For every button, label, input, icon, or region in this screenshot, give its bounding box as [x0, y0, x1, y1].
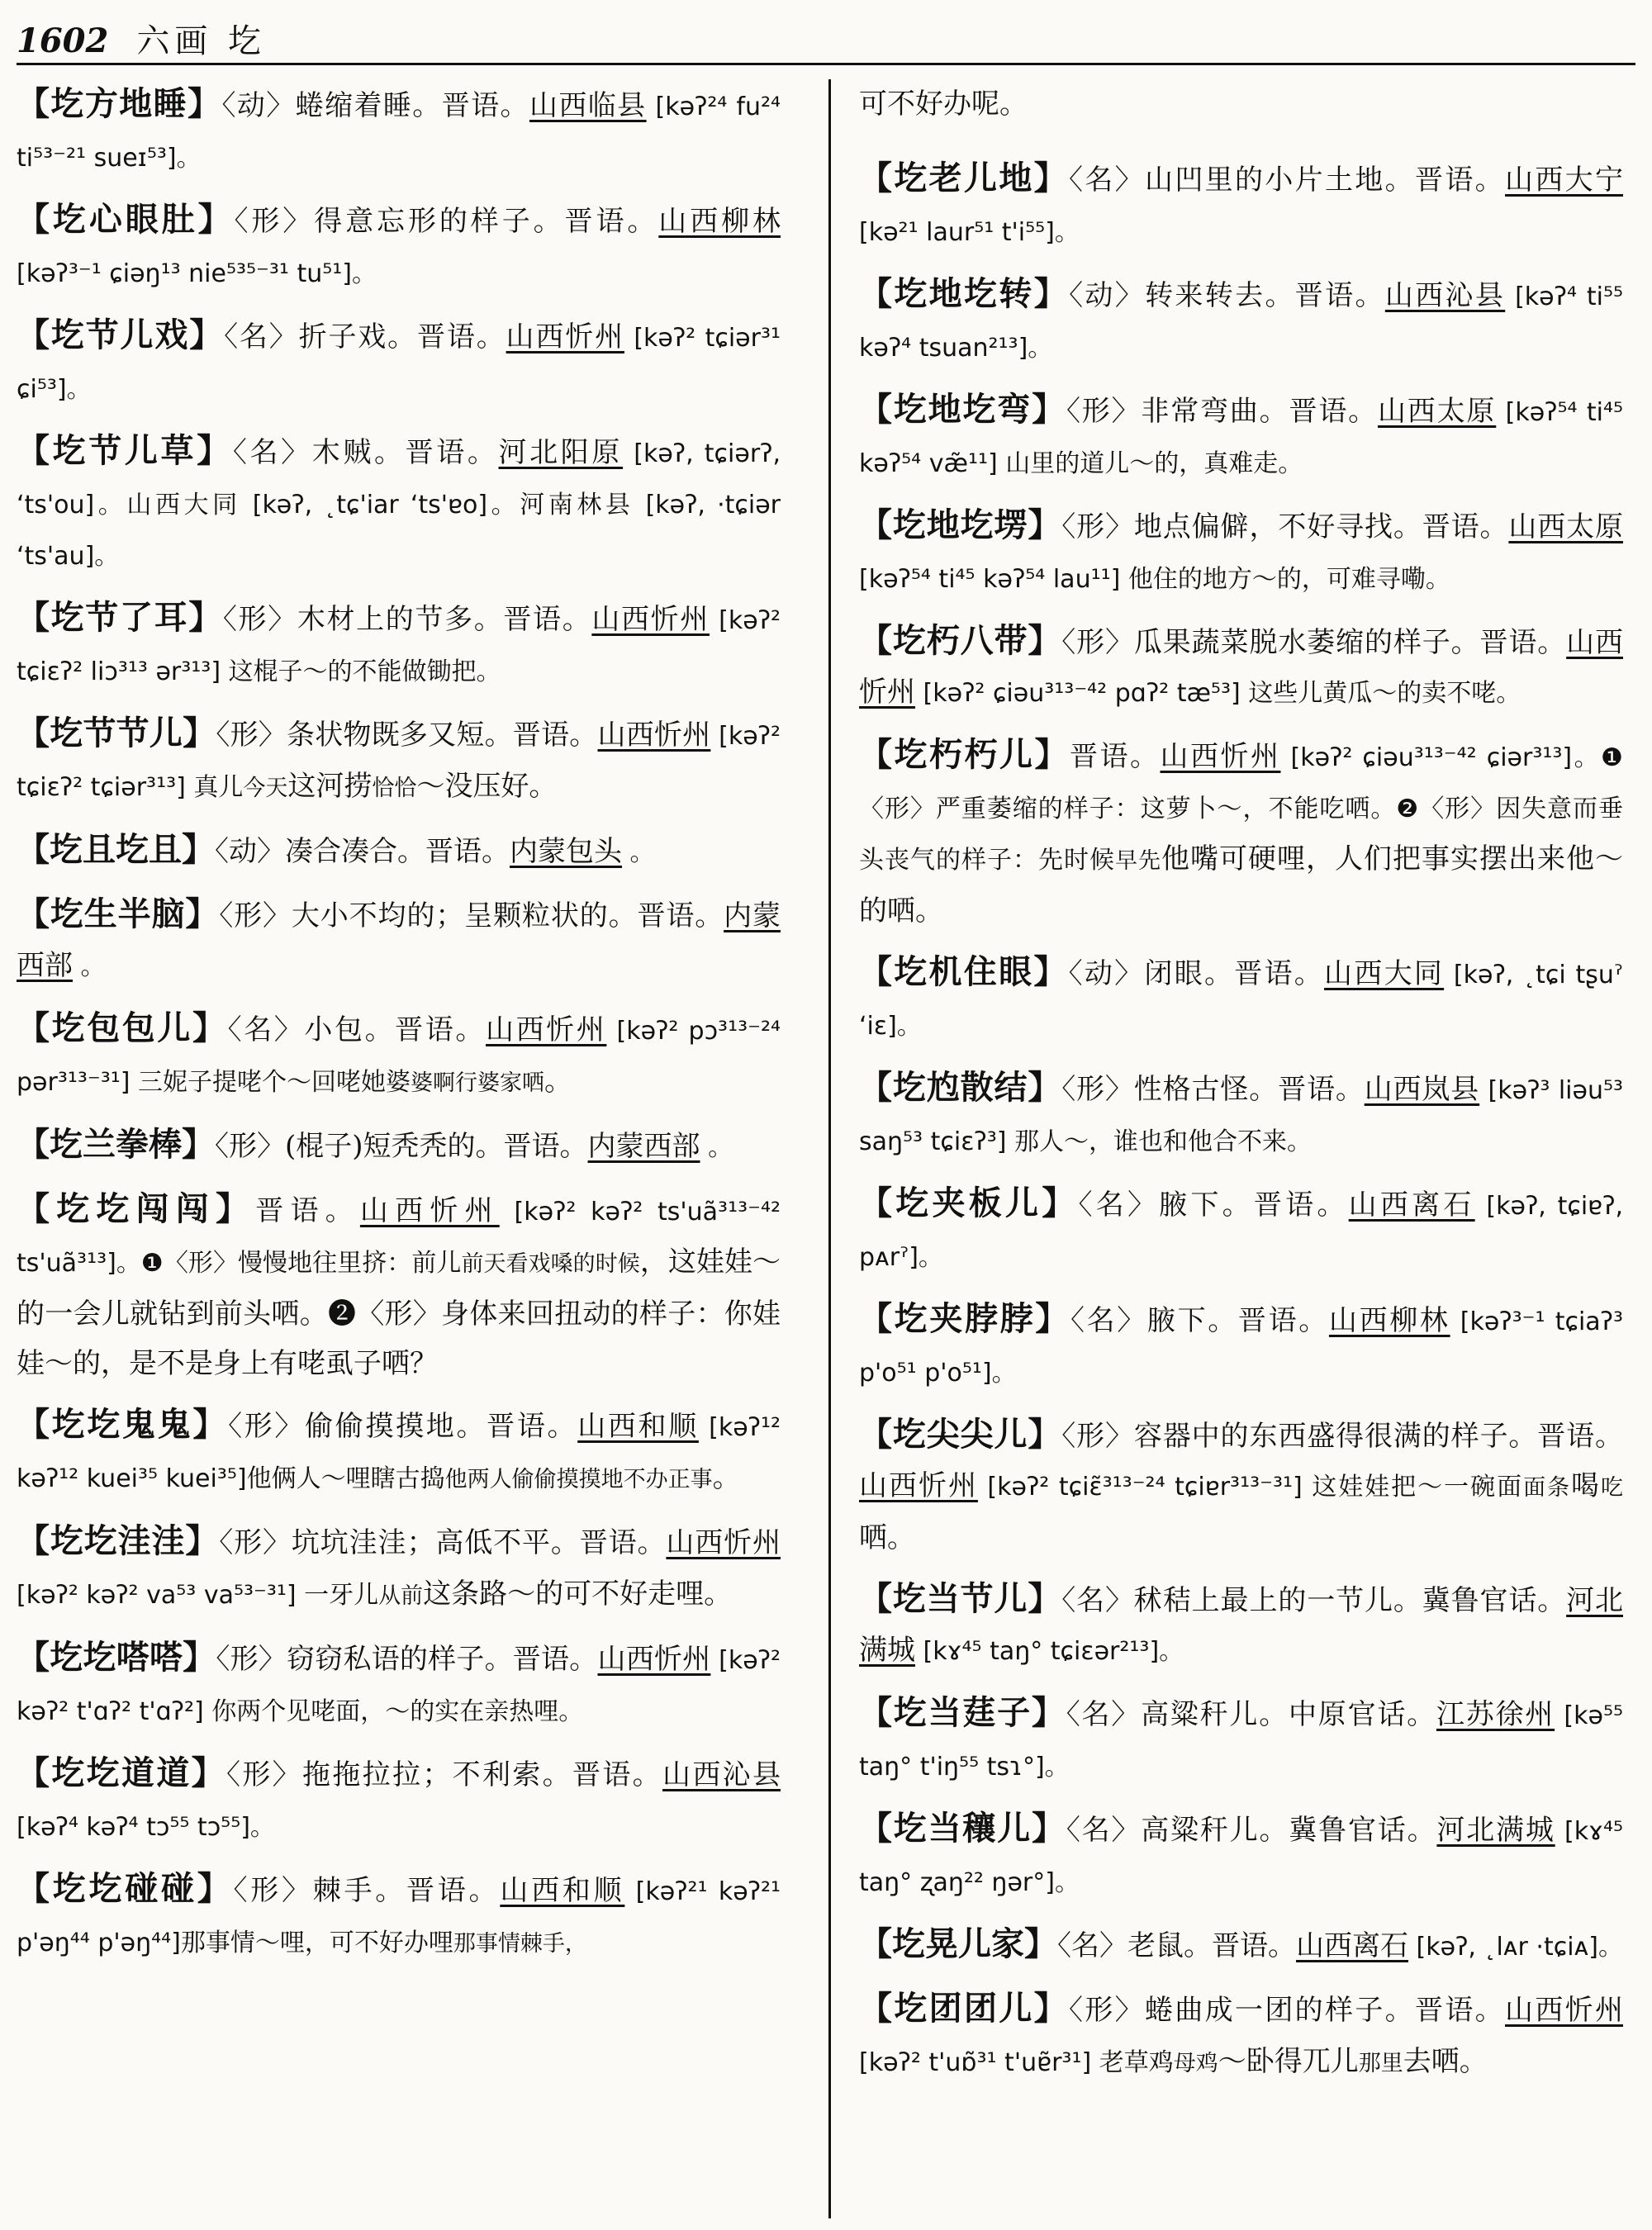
entry-text: 。 — [544, 1065, 573, 1098]
entry-definition: 〈形〉偷偷摸摸地。晋语。 — [228, 1410, 578, 1443]
entry-definition: 〈名〉折子戏。晋语。 — [224, 320, 506, 353]
entry-headword: 【圪节儿戏】 — [17, 316, 225, 354]
entry-location: 江苏徐州 — [1436, 1698, 1555, 1731]
entry-gloss: 婆啊行婆家哂 — [411, 1070, 545, 1096]
entry-headword: 【圪尥散结】 — [859, 1068, 1062, 1107]
dictionary-entry — [859, 1804, 1623, 1908]
entry-headword: 【圪圪嗒嗒】 — [17, 1638, 216, 1677]
entry-location: 山西忻州 — [506, 320, 624, 353]
entry-pronunciation: [kɤ⁴⁵ taŋ° tɕiɛər²¹³]。 — [915, 1637, 1184, 1666]
entry-definition: 〈名〉高粱秆儿。中原官话。 — [1066, 1698, 1436, 1731]
entry-headword: 【圪当穰儿】 — [859, 1809, 1066, 1848]
entry-pronunciation: [kəʔ² ɕiəu³¹³⁻⁴² ɕiər³¹³]。❶〈形〉严重萎缩的样子：这萝卜～，不能吃哂。❷〈形〉因失意而垂头丧气的样子：先时候 — [859, 743, 1624, 875]
entry-headword: 【圪节了耳】 — [17, 598, 223, 637]
entry-pronunciation: [kə²¹ laur⁵¹ t'i⁵⁵]。 — [859, 218, 1080, 247]
entry-headword: 【圪朽八带】 — [859, 621, 1062, 660]
dictionary-entry — [17, 1864, 781, 1969]
entry-pronunciation: [kəʔ² pɔ³¹³⁻²⁴ pər³¹³⁻³¹] 三妮子提咾个～回咾她婆 — [17, 1017, 781, 1097]
dictionary-entry — [17, 311, 781, 415]
entry-headword: 【圪圪洼洼】 — [17, 1521, 220, 1560]
dictionary-entry — [17, 195, 781, 299]
entry-pronunciation: 。 — [622, 838, 655, 867]
entry-location: 内蒙包头 — [510, 835, 622, 868]
dictionary-entry — [859, 1688, 1623, 1792]
entry-definition: 〈形〉木材上的节多。晋语。 — [222, 603, 592, 636]
entry-text: ～卧得兀儿 — [1218, 2045, 1359, 2078]
entry-location: 山西太原 — [1508, 510, 1624, 543]
entry-location: 山西太原 — [1377, 395, 1497, 428]
entry-location: 山西忻州 — [1160, 740, 1281, 773]
entry-location: 河北满城 — [1436, 1814, 1555, 1847]
entry-location: 内蒙西部 — [17, 899, 781, 982]
entry-location: 河北阳原 — [498, 436, 624, 469]
entry-headword: 【圪方地睡】 — [17, 84, 222, 123]
entry-pronunciation: [kɤ⁴⁵ taŋ° ʐaŋ²² ŋər°]。 — [859, 1817, 1624, 1897]
entry-definition: 〈形〉条状物既多又短。晋语。 — [216, 719, 598, 752]
entry-location: 山西忻州 — [859, 626, 1624, 709]
dictionary-entry — [859, 1179, 1623, 1283]
entry-definition: 晋语。 — [1069, 740, 1161, 773]
dictionary-entry — [17, 890, 781, 992]
dictionary-entry — [859, 1574, 1623, 1677]
entry-definition: 〈形〉窃窃私语的样子。晋语。 — [216, 1643, 598, 1676]
dictionary-entry — [17, 593, 781, 697]
entry-definition: 〈形〉棘手。晋语。 — [233, 1874, 501, 1907]
page-number: 1602 — [17, 21, 109, 60]
entry-headword: 【圪机住眼】 — [859, 952, 1069, 991]
entry-definition: 〈名〉腋下。晋语。 — [1078, 1189, 1349, 1222]
entry-pronunciation: [kəʔ⁴ ti⁵⁵ kəʔ⁴ tsuan²¹³]。 — [859, 282, 1623, 363]
dictionary-entry — [17, 79, 781, 183]
dictionary-entry — [859, 616, 1623, 719]
entry-location: 山西大宁 — [1505, 164, 1623, 197]
dictionary-entry — [859, 1410, 1623, 1563]
entry-definition: 〈形〉瓜果蔬菜脱水萎缩的样子。晋语。 — [1061, 626, 1567, 659]
entry-headword: 【圪尖尖儿】 — [859, 1415, 1062, 1454]
entry-definition: 晋语。 — [255, 1194, 360, 1227]
entry-location: 山西忻州 — [359, 1194, 500, 1227]
column-divider — [828, 79, 831, 2218]
dictionary-entry — [859, 385, 1623, 489]
entry-pronunciation: [kəʔ⁵⁴ ti⁴⁵ kəʔ⁵⁴ lau¹¹] 他住的地方～的，可难寻嘞。 — [859, 565, 1450, 594]
entry-location: 河北满城 — [859, 1584, 1624, 1667]
entry-location: 山西忻州 — [597, 719, 711, 752]
dictionary-entry — [17, 1120, 781, 1173]
dictionary-entry — [17, 709, 781, 814]
entry-pronunciation: [kəʔ² kəʔ² va⁵³ va⁵³⁻³¹] 一牙儿 — [17, 1581, 379, 1610]
entry-pronunciation: [kəʔ¹² kəʔ¹² kuei³⁵ kuei³⁵]他俩人～哩瞎古捣 — [17, 1413, 781, 1493]
entry-headword: 【圪圪闯闯】 — [17, 1189, 256, 1228]
entry-pronunciation: [kəʔ³⁻¹ ɕiəŋ¹³ nie⁵³⁵⁻³¹ tu⁵¹]。 — [17, 259, 377, 288]
dictionary-entry — [17, 1748, 781, 1853]
dictionary-entry — [859, 154, 1623, 258]
entry-definition: 〈形〉大小不均的；呈颗粒状的。晋语。 — [219, 899, 724, 932]
entry-headword: 【圪心眼肚】 — [17, 200, 235, 239]
entry-gloss: 今天 — [243, 776, 288, 801]
entry-pronunciation: [kəʔ, tɕiɐʔ, pᴀrˀ]。 — [859, 1192, 1624, 1272]
entry-pronunciation: [kəʔ² tɕiɛ̃³¹³⁻²⁴ tɕiɐr³¹³⁻³¹] 这娃娃把～一碗面 — [977, 1473, 1524, 1502]
entry-pronunciation: [kəʔ³⁻¹ tɕiaʔ³ p'o⁵¹ p'o⁵¹]。 — [859, 1307, 1624, 1388]
dictionary-entry — [17, 825, 781, 878]
entry-location: 山西忻州 — [591, 603, 710, 636]
entry-location: 山西柳林 — [1328, 1304, 1450, 1337]
entry-definition: 〈名〉高粱秆儿。冀鲁官话。 — [1066, 1814, 1437, 1847]
entry-text: 这条路～的可不好走哩。 — [423, 1578, 733, 1611]
dictionary-entry — [859, 1294, 1623, 1398]
entry-pronunciation: [kəʔ² ɕiəu³¹³⁻⁴² pɑʔ² tæ⁵³] 这些儿黄瓜～的卖不咾。 — [915, 679, 1521, 708]
entry-gloss: 吃 — [1601, 1475, 1624, 1501]
entry-definition: 〈形〉坑坑洼洼；高低不平。晋语。 — [219, 1526, 667, 1559]
dictionary-entry — [859, 730, 1623, 936]
dictionary-entry — [859, 501, 1623, 605]
entry-gloss: 前天看戏嗓的时候 — [461, 1251, 640, 1277]
entry-gloss: 恰恰 — [372, 776, 417, 801]
entry-pronunciation: [kəʔ, ˛tɕi tʂuˀ ʻiɛ]。 — [859, 961, 1624, 1041]
entry-pronunciation: [kəʔ² t'uɒ̃³¹ t'uɐ̃r³¹] 老草鸡 — [859, 2048, 1174, 2077]
entry-headword: 【圪圪鬼鬼】 — [17, 1405, 229, 1444]
entry-definition: 〈动〉闭眼。晋语。 — [1068, 957, 1325, 990]
dictionary-entry — [859, 1984, 1623, 2089]
header-rule — [17, 63, 1635, 65]
entry-definition: 〈名〉秫秸上最上的一节儿。冀鲁官话。 — [1061, 1584, 1567, 1617]
section-heading: 六画 圪 — [136, 22, 267, 60]
entry-headword: 【圪地圪弯】 — [859, 390, 1066, 429]
entry-headword: 【圪夹板儿】 — [859, 1184, 1079, 1222]
entry-location: 山西岚县 — [1364, 1073, 1480, 1106]
entry-location: 内蒙西部 — [587, 1130, 700, 1163]
entry-headword: 【圪当莛子】 — [859, 1693, 1066, 1732]
entry-headword: 【圪且圪且】 — [17, 830, 215, 869]
entry-headword: 【圪朽朽儿】 — [859, 735, 1070, 774]
entry-location: 山西临县 — [529, 89, 647, 122]
entry-location: 山西沁县 — [1384, 279, 1506, 312]
entry-definition: 〈动〉蜷缩着睡。晋语。 — [221, 89, 529, 122]
entry-definition: 〈形〉得意忘形的样子。晋语。 — [234, 205, 659, 238]
entry-location: 山西沁县 — [662, 1758, 781, 1791]
entry-pronunciation: 。 — [700, 1133, 733, 1162]
entry-definition: 〈形〉性格古怪。晋语。 — [1061, 1073, 1365, 1106]
dictionary-entry — [17, 1184, 781, 1388]
entry-location: 山西和顺 — [577, 1410, 699, 1443]
entry-text: ，这娃娃～的一会儿就钻到前头哂。❷〈形〉身体来回扭动的样子：你娃娃～的，是不是身上有咾虱子哂？ — [17, 1245, 781, 1380]
entry-definition: 〈形〉容器中的东西盛得很满的样子。晋语。 — [1061, 1420, 1623, 1453]
entry-definition: 〈名〉小包。晋语。 — [227, 1013, 486, 1046]
entry-definition: 〈名〉山凹里的小片土地。晋语。 — [1069, 164, 1505, 197]
entry-definition: 〈形〉地点偏僻，不好寻找。晋语。 — [1061, 510, 1509, 543]
entry-headword: 【圪圪道道】 — [17, 1753, 226, 1792]
entry-gloss: 那里 — [1358, 2051, 1403, 2076]
entry-text: 这河捞 — [287, 770, 373, 803]
entry-gloss: 早先 — [1115, 848, 1161, 874]
entry-headword: 【圪晃儿家】 — [859, 1924, 1057, 1963]
entry-gloss: 母鸡 — [1173, 2051, 1218, 2076]
entry-gloss: 那事情棘手， — [453, 1931, 587, 1957]
page-header — [17, 15, 1635, 66]
dictionary-entry — [17, 426, 781, 581]
entry-text: 去哂。 — [1403, 2045, 1488, 2078]
dictionary-entry — [859, 269, 1623, 373]
entry-definition: 〈形〉非常弯曲。晋语。 — [1066, 395, 1378, 428]
entry-location: 山西忻州 — [1505, 1994, 1623, 2027]
entry-headword: 【圪兰拳棒】 — [17, 1125, 215, 1164]
entry-pronunciation: [kəʔ² kəʔ² ts'uã³¹³⁻⁴² ts'uã³¹³]。❶〈形〉慢慢地往里挤：前儿 — [17, 1198, 781, 1278]
entry-location: 山西离石 — [1296, 1929, 1408, 1962]
entry-definition: 〈动〉凑合凑合。晋语。 — [215, 835, 510, 868]
entry-text: ～没压好。 — [416, 770, 558, 803]
left-column — [17, 79, 781, 1981]
entry-headword: 【圪地圪转】 — [859, 274, 1070, 313]
entry-pronunciation: 。 — [73, 952, 106, 981]
dictionary-entry — [17, 1400, 781, 1505]
entry-pronunciation: [kəʔ³ liəu⁵³ saŋ⁵³ tɕiɛʔ³] 那人～，谁也和他合不来。 — [859, 1076, 1624, 1156]
entry-gloss: 面条 — [1523, 1475, 1572, 1501]
entry-location: 山西忻州 — [666, 1526, 781, 1559]
entry-headword: 【圪圪碰碰】 — [17, 1869, 234, 1908]
entry-definition: 〈形〉拖拖拉拉；不利索。晋语。 — [226, 1758, 662, 1791]
entry-headword: 【圪团团儿】 — [859, 1989, 1069, 2028]
entry-location: 山西柳林 — [658, 205, 781, 238]
entry-pronunciation: [kəʔ² kəʔ² t'ɑʔ² t'ɑʔ²] 你两个见咾面，～的实在亲热哩。 — [17, 1646, 781, 1726]
entry-definition: 〈名〉木贼。晋语。 — [232, 436, 499, 469]
right-column — [859, 79, 1623, 2100]
entry-pronunciation: [kəʔ² tɕiər³¹ ɕi⁵³]。 — [17, 324, 781, 404]
entry-continuation: 可不好办呢。 — [859, 88, 1028, 121]
entry-pronunciation: [kəʔ² tɕiɛʔ² liɔ³¹³ ər³¹³] 这棍子～的不能做锄把。 — [17, 606, 781, 686]
entry-location: 山西和顺 — [500, 1874, 625, 1907]
entry-pronunciation: [kəʔ, ˛lᴀr ·tɕiᴀ]。 — [1408, 1933, 1623, 1962]
entry-text: 喝 — [1571, 1469, 1602, 1502]
entry-headword: 【圪节儿草】 — [17, 431, 233, 470]
dictionary-entry — [17, 1004, 781, 1108]
entry-text: 哂。 — [859, 1521, 915, 1554]
entry-gloss: 他两人偷偷摸摸地不办正事 — [444, 1467, 713, 1492]
entry-location: 山西忻州 — [859, 1469, 978, 1502]
entry-text: 他嘴可硬哩，人们把事实摆出来他～的哂。 — [859, 842, 1623, 928]
entry-headword: 【圪夹脖脖】 — [859, 1299, 1070, 1338]
dictionary-entry — [859, 1919, 1623, 1972]
dictionary-entry — [17, 1516, 781, 1621]
entry-pronunciation: [kəʔ⁵⁴ ti⁴⁵ kəʔ⁵⁴ væ̃¹¹] 山里的道儿～的，真难走。 — [859, 398, 1624, 478]
entry-headword: 【圪生半脑】 — [17, 894, 220, 933]
entry-text: 。 — [712, 1461, 741, 1494]
entry-definition: 〈动〉转来转去。晋语。 — [1069, 279, 1385, 312]
dictionary-entry — [859, 947, 1623, 1051]
entry-pronunciation: [kəʔ⁴ kəʔ⁴ tɔ⁵⁵ tɔ⁵⁵]。 — [17, 1813, 275, 1842]
entry-pronunciation: [kəʔ, tɕiərʔ, ʻts'ou]。山西大同 [kəʔ, ˛tɕ'iar ʻts'ɐo]。河南林县 [kəʔ, ·tɕiər ʻts'au]。 — [17, 439, 781, 571]
entry-definition: 〈名〉老鼠。晋语。 — [1057, 1929, 1296, 1962]
dictionary-entry — [859, 1063, 1623, 1167]
entry-location: 山西忻州 — [485, 1013, 607, 1046]
entry-headword: 【圪地圪塄】 — [859, 505, 1062, 544]
entry-location: 山西离石 — [1348, 1189, 1475, 1222]
entry-pronunciation: [kəʔ²¹ kəʔ²¹ p'əŋ⁴⁴ p'əŋ⁴⁴]那事情～哩，可不好办哩 — [17, 1877, 781, 1957]
entry-definition: 〈名〉腋下。晋语。 — [1070, 1304, 1329, 1337]
entry-definition: 〈形〉(棍子)短秃秃的。晋语。 — [215, 1130, 588, 1163]
entry-pronunciation: [kəʔ² tɕiɛʔ² tɕiər³¹³] 真儿 — [17, 722, 781, 802]
entry-location: 山西忻州 — [597, 1643, 711, 1676]
entry-pronunciation: [kəʔ²⁴ fu²⁴ ti⁵³⁻²¹ sueɪ⁵³]。 — [17, 93, 781, 173]
entry-headword: 【圪当节儿】 — [859, 1579, 1062, 1618]
entry-definition: 〈形〉蜷曲成一团的样子。晋语。 — [1069, 1994, 1505, 2027]
entry-pronunciation: [kə⁵⁵ taŋ° t'iŋ⁵⁵ tsɿ°]。 — [859, 1701, 1624, 1782]
entry-gloss: 从前 — [378, 1583, 424, 1609]
entry-headword: 【圪老儿地】 — [859, 159, 1069, 197]
entry-headword: 【圪节节儿】 — [17, 714, 216, 752]
entry-location: 山西大同 — [1324, 957, 1445, 990]
dictionary-entry — [17, 1633, 781, 1737]
entry-headword: 【圪包包儿】 — [17, 1008, 228, 1047]
